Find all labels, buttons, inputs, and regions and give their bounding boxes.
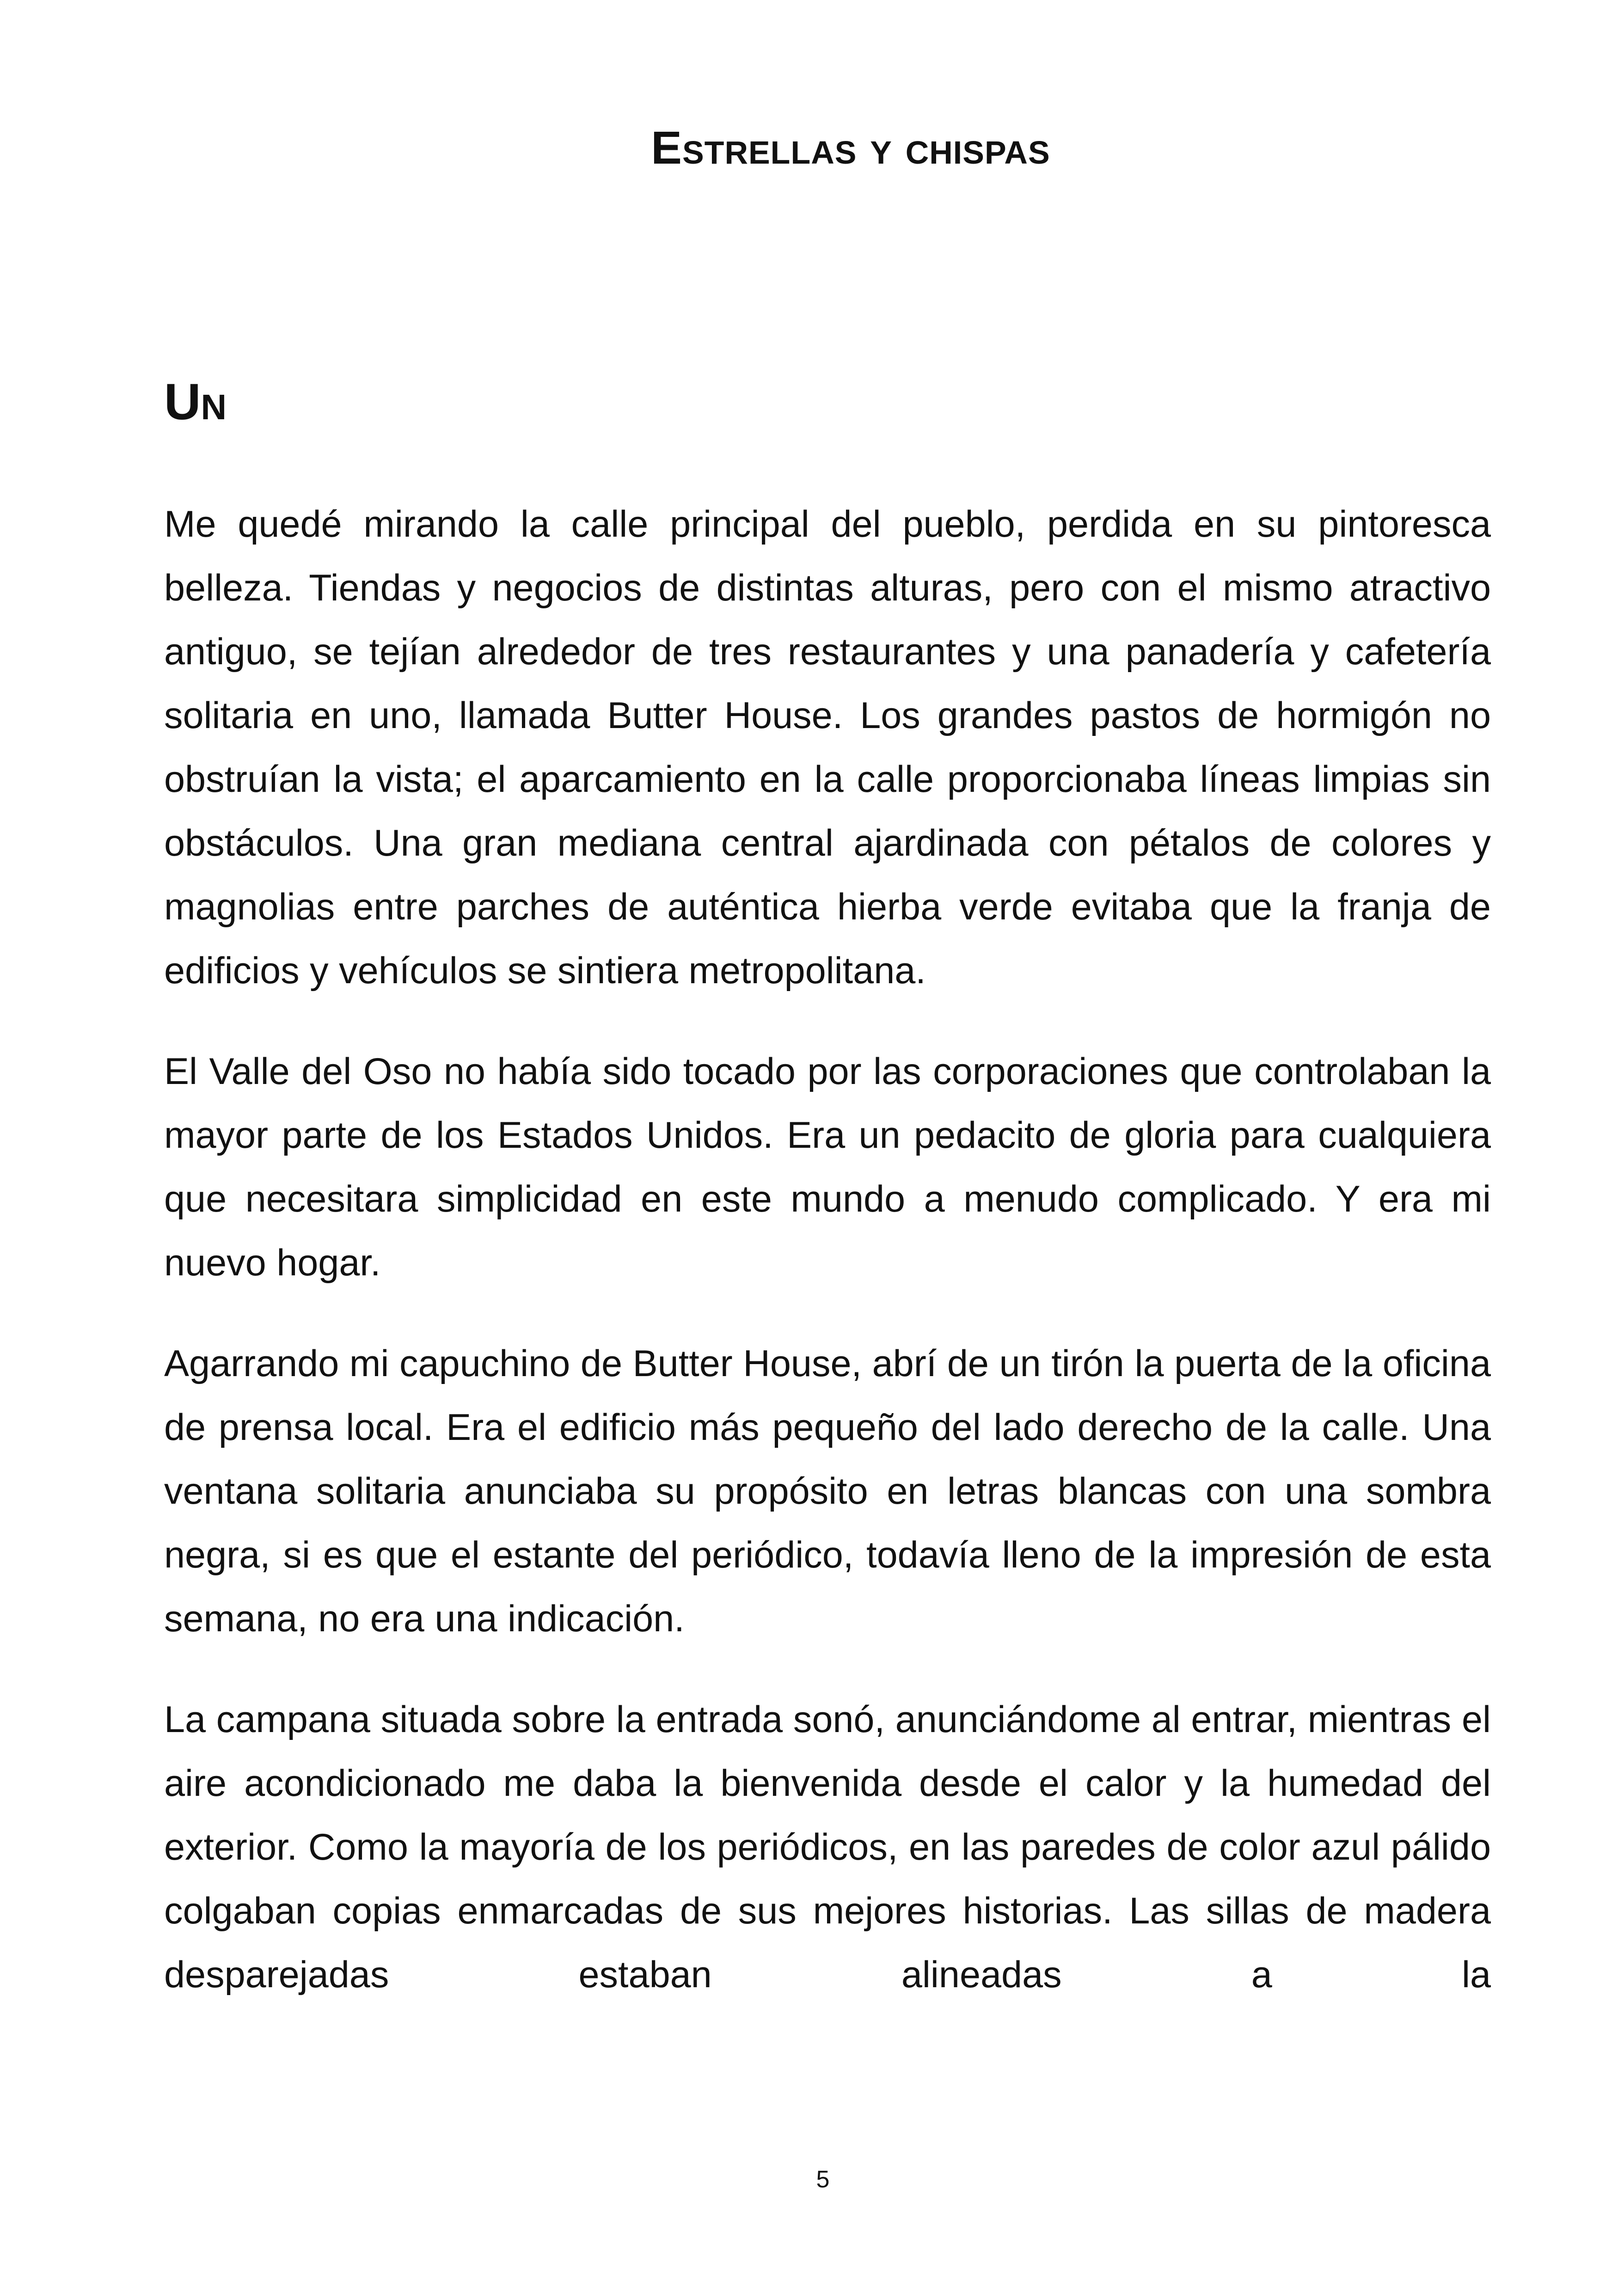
paragraph: El Valle del Oso no había sido tocado por las corporaciones que controlaban la mayor parte de los Estados Unidos. Era un pedacito de gloria para cualquiera que necesitara simplicidad en este mundo a menudo complicado. Y era mi nuevo hogar. (164, 1051, 1491, 1284)
book-title: Estrellas y chispas (651, 122, 1050, 174)
chapter-heading: Un (164, 373, 227, 430)
paragraph: Agarrando mi capuchino de Butter House, abrí de un tirón la puerta de la oficina de prensa local. Era el edificio más pequeño del lado derecho de la calle. Una ventana solitaria anunciaba su propósito en letras blancas con una sombra negra, si es que el estante del periódico, todavía lleno de la impresión de esta semana, no era una indicación. (164, 1343, 1491, 1640)
page-number: 5 (816, 2166, 830, 2193)
paragraph: La campana situada sobre la entrada sonó, anunciándome al entrar, mientras el aire acondicionado me daba la bienvenida desde el calor y la humedad del exterior. Como la mayoría de los periódicos, en las paredes de color azul pálido colgaban copias enmarcadas de sus mejores historias. Las sillas de madera desparejadas estaban alineadas a la (164, 1699, 1491, 1996)
paragraph: Me quedé mirando la calle principal del pueblo, perdida en su pintoresca belleza. Tiendas y negocios de distintas alturas, pero con el mismo atractivo antiguo, se tejían alrededor de tres restaurantes y una panadería y cafetería solitaria en uno, llamada Butter House. Los grandes pastos de hormigón no obstruían la vista; el aparcamiento en la calle proporcionaba líneas limpias sin obstáculos. Una gran mediana central ajardinada con pétalos de colores y magnolias entre parches de auténtica hierba verde evitaba que la franja de edificios y vehículos se sintiera metropolitana. (164, 503, 1491, 992)
body-text (164, 492, 1491, 2044)
